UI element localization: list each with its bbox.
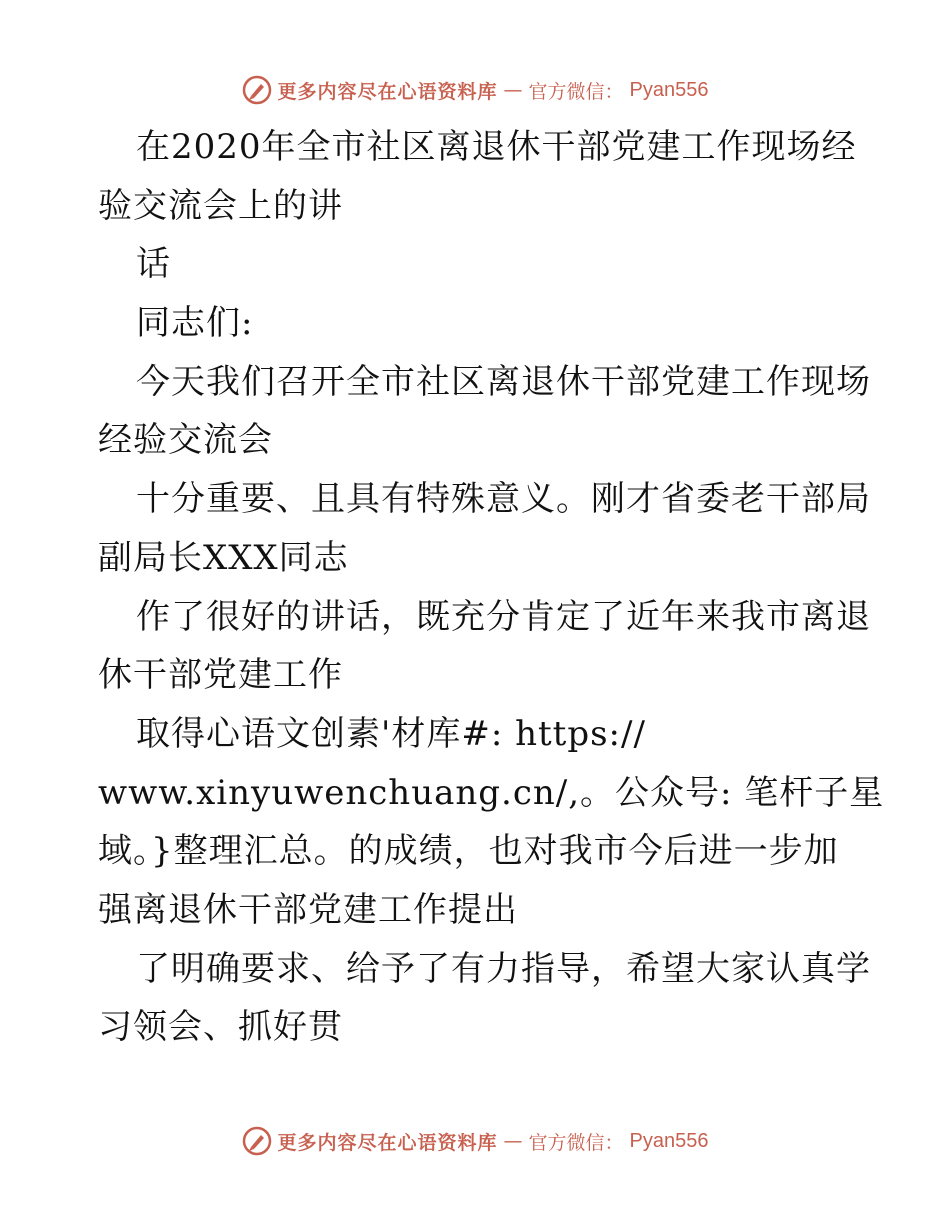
text-line: 验交流会上的讲 [98,185,343,226]
text-line: 今天我们召开全市社区离退休干部党建工作现场 [136,361,871,402]
watermark-wechat-id: Pyan556 [629,1129,709,1152]
text-line: 作了很好的讲话，既充分肯定了近年来我市离退 [136,596,871,637]
watermark-wechat-label: 官方微信： [528,80,624,103]
watermark-brand-text: 更多内容尽在心语资料库 [277,1131,498,1154]
pen-logo-icon [242,75,272,105]
watermark-brand-text: 更多内容尽在心语资料库 [277,80,498,103]
text-line: 同志们: [136,303,254,344]
watermark-group [242,75,709,105]
watermark-wechat-label: 官方微信： [528,1131,624,1154]
footer-watermark [0,1123,950,1159]
text-line: 习领会、抓好贯 [98,1007,343,1048]
text-line: 了明确要求、给予了有力指导，希望大家认真学 [136,948,871,989]
text-line: 休干部党建工作 [98,655,343,696]
watermark-wechat-id: Pyan556 [629,78,709,101]
watermark-separator: — [503,79,523,101]
watermark-group [242,1126,709,1156]
pen-logo-icon [242,1126,272,1156]
text-line: 话 [136,244,171,285]
text-line: 经验交流会 [98,420,273,461]
header-watermark [0,72,950,108]
watermark-separator: — [503,1130,523,1152]
text-line: 副局长XXX同志 [98,537,349,578]
text-line: 在2020年全市社区离退休干部党建工作现场经 [136,127,857,167]
text-line: www.xinyuwenchuang.cn/,。公众号: 笔杆子星 [98,772,885,813]
text-line: 域。}整理汇总。的成绩，也对我市今后进一步加 [98,831,839,872]
text-line: 强离退休干部党建工作提出 [98,889,518,930]
text-line: 取得心语文创素'材库#: https:// [136,713,646,754]
text-line: 十分重要、且具有特殊意义。刚才省委老干部局 [136,479,871,520]
document-body [98,118,885,1057]
